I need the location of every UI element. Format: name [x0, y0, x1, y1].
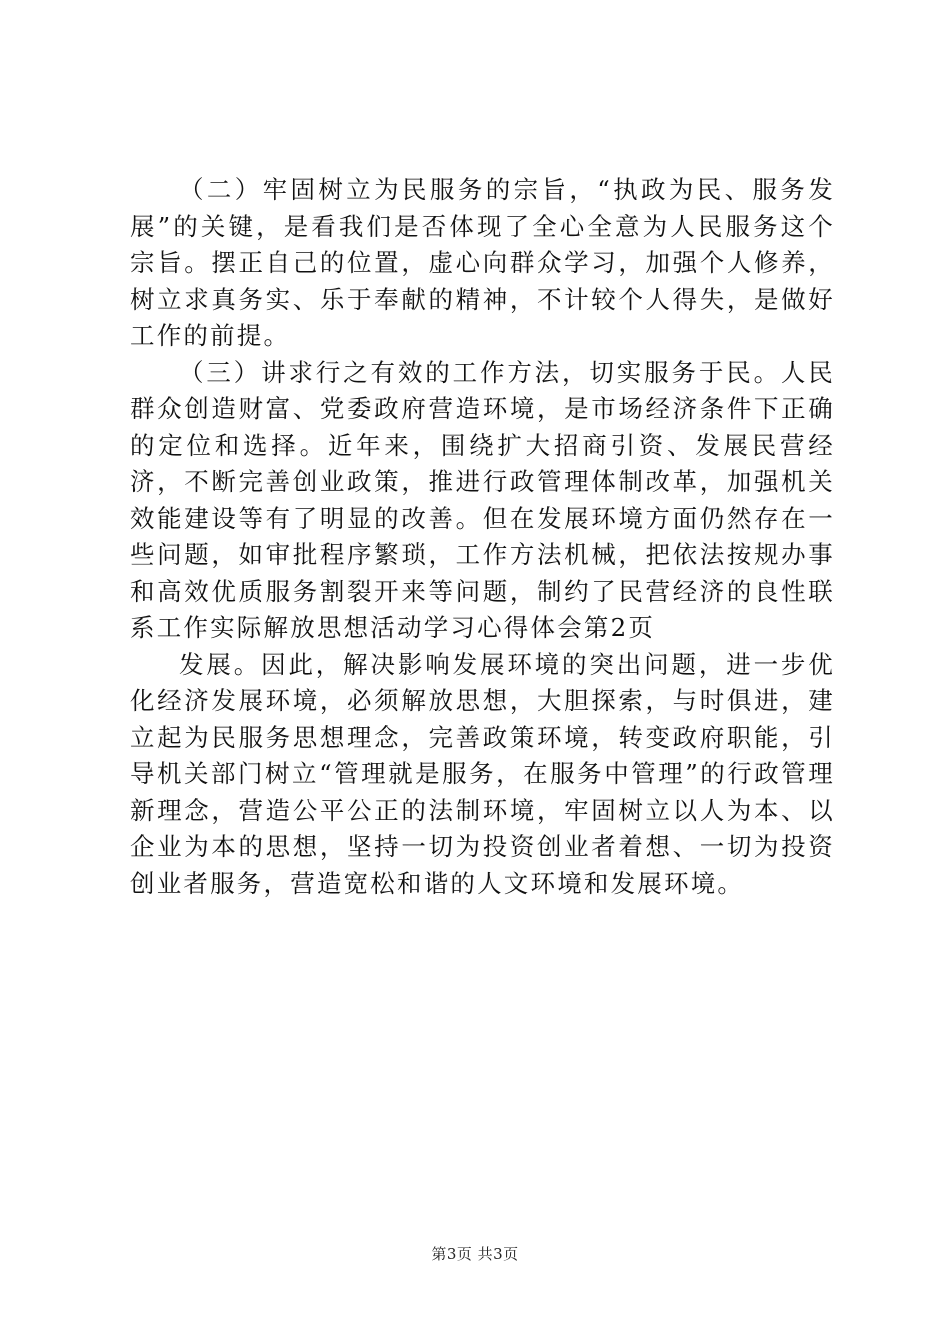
paragraph-2: （二）牢固树立为民服务的宗旨，“执政为民、服务发展”的关键，是看我们是否体现了全心全意为人民服务这个宗旨。摆正自己的位置，虚心向群众学习，加强个人修养，树立求真务实、乐于奉献的精神，不计较个人得失，是做好工作的前提。 — [130, 175, 835, 350]
document-body — [130, 172, 835, 902]
paragraph-3: （三）讲求行之有效的工作方法，切实服务于民。人民群众创造财富、党委政府营造环境，是市场经济条件下正确的定位和选择。近年来，围绕扩大招商引资、发展民营经济，不断完善创业政策，推进行政管理体制改革，加强机关效能建设等有了明显的改善。但在发展环境方面仍然存在一些问题，如审批程序繁琐，工作方法机械，把依法按规办事和高效优质服务割裂开来等问题，制约了民营经济的良性联系工作实际解放思想活动学习心得体会第2页 — [130, 357, 835, 642]
paragraph-continuation: 发展。因此，解决影响发展环境的突出问题，进一步优化经济发展环境，必须解放思想，大胆探索，与时俱进，建立起为民服务思想理念，完善政策环境，转变政府职能，引导机关部门树立“管理就是服务，在服务中管理”的行政管理新理念，营造公平公正的法制环境，牢固树立以人为本、以企业为本的思想，坚持一切为投资创业者着想、一切为投资创业者服务，营造宽松和谐的人文环境和发展环境。 — [130, 649, 835, 898]
page-footer: 第3页 共3页 — [431, 1245, 519, 1263]
